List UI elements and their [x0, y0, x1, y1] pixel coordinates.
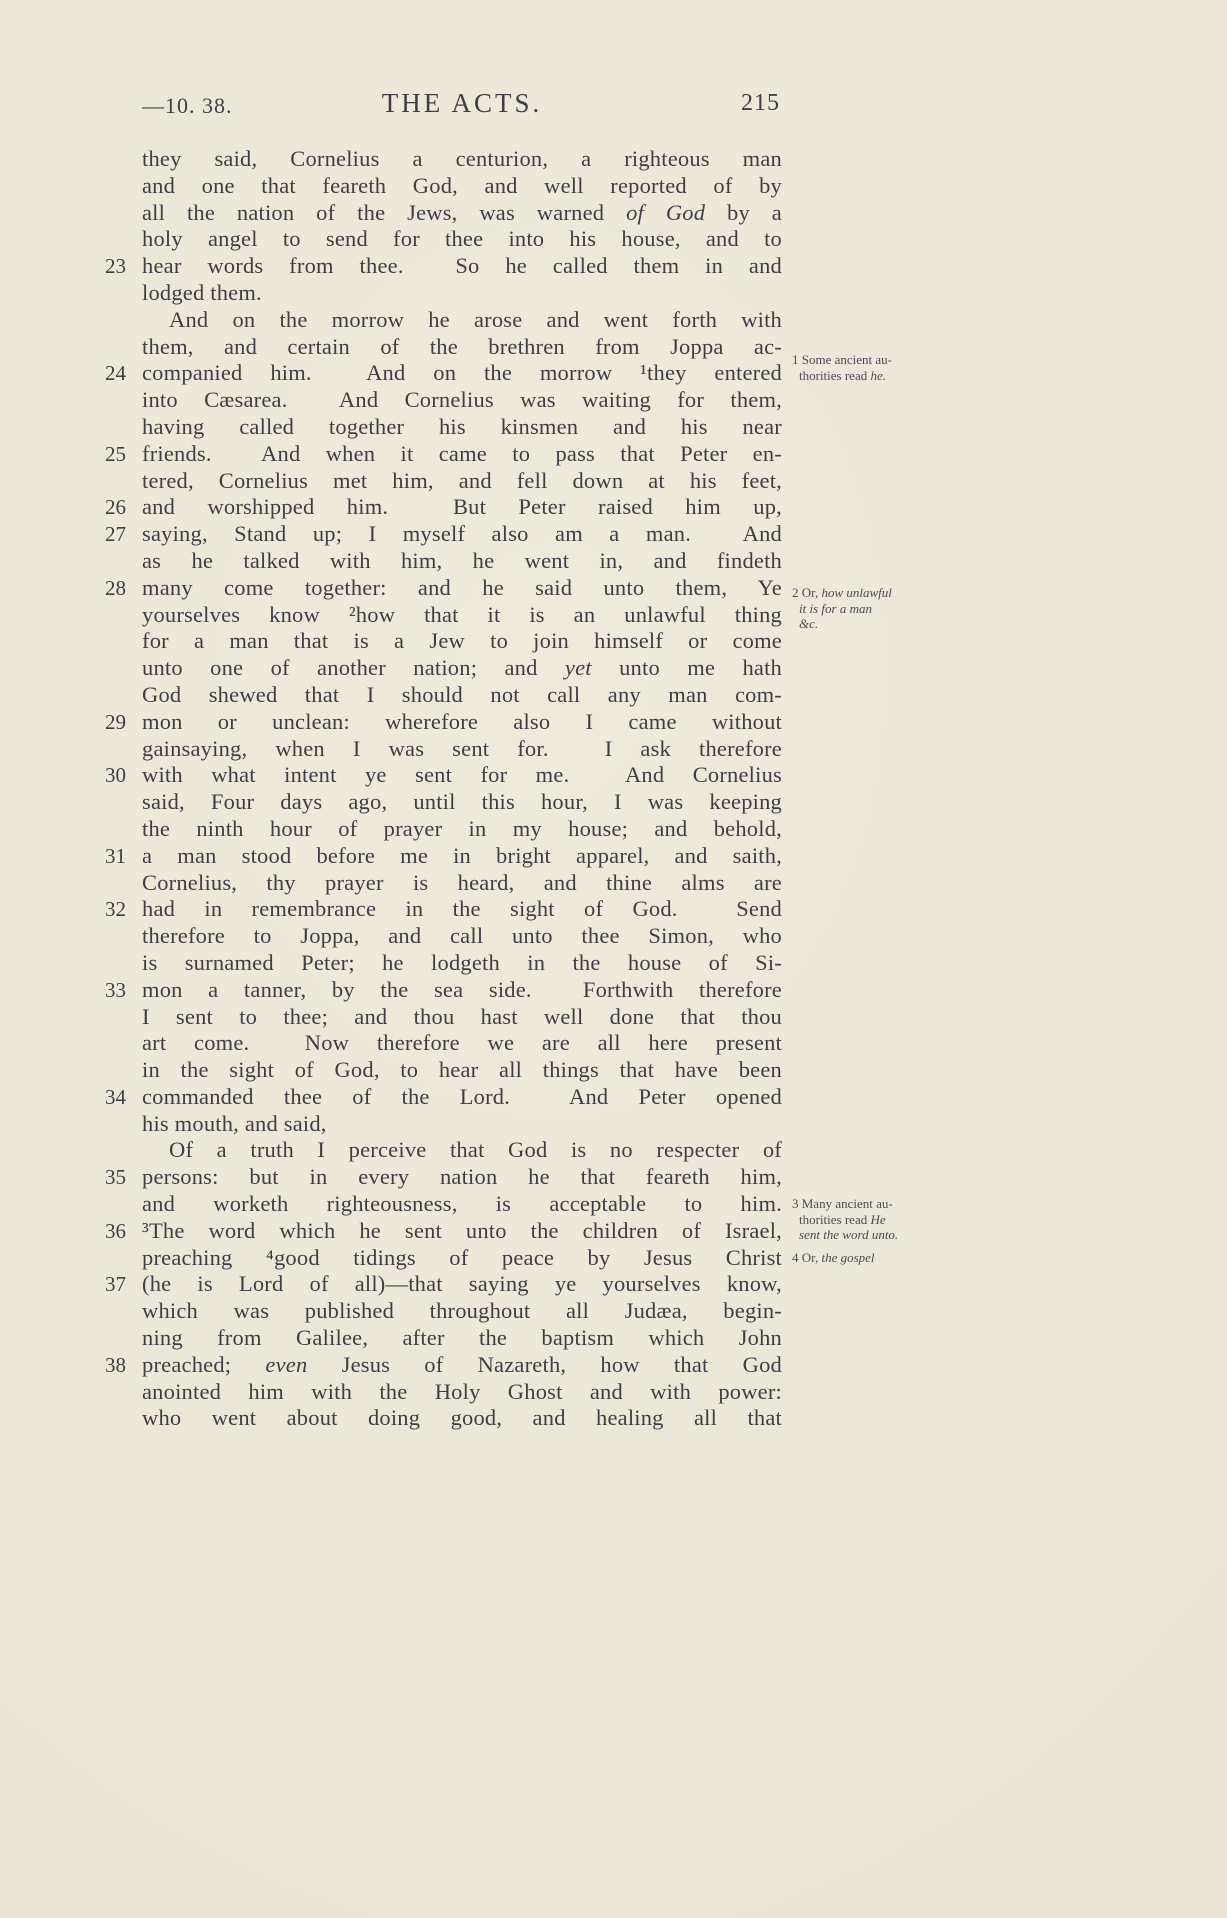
text-line: [142, 1030, 782, 1057]
text-line: [142, 923, 782, 950]
text-line: [142, 548, 782, 575]
line-text: ning from Galilee, after the baptism which John: [142, 1325, 782, 1351]
line-text: and worketh righteousness, is acceptable to him.: [142, 1191, 782, 1217]
margin-note: [792, 1196, 950, 1243]
verse-number: 38: [105, 1352, 126, 1377]
line-text: therefore to Joppa, and call unto thee Simon, who: [142, 923, 782, 949]
text-line: [105, 1083, 782, 1111]
line-text: and worshipped him. But Peter raised him up,: [142, 494, 782, 520]
text-line: [142, 1405, 782, 1432]
line-text: ³The word which he sent unto the children of Israel,: [142, 1217, 782, 1243]
text-line: [142, 307, 782, 334]
text-line: [142, 950, 782, 977]
margin-note-line: &c.: [799, 616, 819, 631]
verse-number: 34: [105, 1084, 126, 1109]
margin-note: [792, 352, 950, 383]
page-number: 215: [741, 90, 780, 116]
line-text: (he is Lord of all)—that saying ye yourselves know,: [142, 1271, 782, 1297]
verse-number: 35: [105, 1165, 126, 1190]
line-text: who went about doing good, and healing all that: [142, 1405, 782, 1431]
text-line: [142, 1379, 782, 1406]
line-text: Cornelius, thy prayer is heard, and thine alms are: [142, 869, 782, 895]
text-line: [142, 1057, 782, 1084]
line-text: preached; even Jesus of Nazareth, how that God: [142, 1351, 782, 1377]
text-line: [105, 1217, 782, 1245]
text-line: [142, 628, 782, 655]
margin-note-line: 1 Some ancient au-: [792, 352, 892, 367]
text-line: [105, 896, 782, 923]
verse-number: 26: [105, 495, 126, 520]
text-line: [105, 708, 782, 736]
text-line: [105, 440, 782, 468]
line-text: lodged them.: [142, 279, 262, 305]
text-line: [142, 280, 782, 307]
text-line: [142, 226, 782, 253]
margin-note: [792, 585, 950, 632]
verse-number: 28: [105, 575, 126, 600]
verse-number: 27: [105, 522, 126, 547]
running-head: [142, 88, 782, 124]
verse-number: 23: [105, 254, 126, 279]
text-line: [105, 521, 782, 548]
line-text: in the sight of God, to hear all things that have been: [142, 1057, 782, 1083]
line-text: gainsaying, when I was sent for. I ask therefore: [142, 735, 782, 761]
line-text: anointed him with the Holy Ghost and with power:: [142, 1378, 782, 1404]
text-line: [142, 655, 782, 682]
text-line: [105, 842, 782, 870]
line-text: which was published throughout all Judæa, begin-: [142, 1298, 782, 1324]
line-text: art come. Now therefore we are all here present: [142, 1030, 782, 1056]
text-line: [142, 1191, 782, 1218]
text-line: [142, 334, 782, 361]
text-line: [105, 360, 782, 387]
line-text: having called together his kinsmen and his near: [142, 413, 782, 439]
verse-number: 33: [105, 977, 126, 1002]
text-block: [105, 146, 782, 1432]
line-text: companied him. And on the morrow ¹they entered: [142, 360, 782, 386]
line-text: And on the morrow he arose and went forth with: [169, 306, 782, 332]
text-line: [142, 468, 782, 495]
verse-number: 32: [105, 897, 126, 922]
line-text: I sent to thee; and thou hast well done that thou: [142, 1003, 782, 1029]
line-text: Of a truth I perceive that God is no respecter of: [169, 1137, 782, 1163]
text-line: [142, 736, 782, 763]
text-line: [142, 1245, 782, 1272]
line-text: hear words from thee. So he called them in and: [142, 253, 782, 279]
verse-number: 25: [105, 441, 126, 466]
line-text: holy angel to send for thee into his house, and to: [142, 226, 782, 252]
margin-note-line: it is for a man: [799, 600, 872, 616]
text-line: [142, 682, 782, 709]
line-text: mon or unclean: wherefore also I came without: [142, 708, 782, 734]
line-text: is surnamed Peter; he lodgeth in the house of Si-: [142, 949, 782, 975]
text-line: [142, 146, 782, 173]
line-text: saying, Stand up; I myself also am a man. And: [142, 521, 782, 547]
verse-number: 29: [105, 709, 126, 734]
header-verse-ref: —10. 38.: [142, 93, 233, 118]
line-text: many come together: and he said unto them, Ye: [142, 574, 782, 600]
line-text: and one that feareth God, and well reported of by: [142, 172, 782, 198]
text-line: [105, 976, 782, 1004]
text-line: [105, 762, 782, 789]
verse-number: 31: [105, 843, 126, 868]
line-text: mon a tanner, by the sea side. Forthwith therefore: [142, 976, 782, 1002]
text-line: [142, 1298, 782, 1325]
line-text: into Cæsarea. And Cornelius was waiting for them,: [142, 387, 782, 413]
line-text: with what intent ye sent for me. And Cornelius: [142, 762, 782, 788]
line-text: yourselves know ²how that it is an unlawful thing: [142, 601, 782, 627]
line-text: persons: but in every nation he that feareth him,: [142, 1164, 782, 1190]
margin-note-line: thorities read he.: [799, 367, 887, 383]
verse-number: 37: [105, 1272, 126, 1297]
line-text: God shewed that I should not call any man com-: [142, 681, 782, 707]
text-line: [142, 173, 782, 200]
text-line: [105, 494, 782, 521]
line-text: had in remembrance in the sight of God. Send: [142, 896, 782, 922]
verse-number: 36: [105, 1218, 126, 1243]
line-text: his mouth, and said,: [142, 1110, 327, 1136]
text-line: [142, 387, 782, 414]
line-text: a man stood before me in bright apparel, and saith,: [142, 842, 782, 868]
line-text: friends. And when it came to pass that Peter en-: [142, 440, 782, 466]
verse-number: 24: [105, 361, 126, 386]
text-line: [105, 1164, 782, 1191]
margin-note-line: 4 Or, the gospel: [792, 1250, 875, 1265]
text-line: [105, 253, 782, 280]
margin-note-line: 3 Many ancient au-: [792, 1196, 893, 1211]
line-text: preaching ⁴good tidings of peace by Jesus Christ: [142, 1244, 782, 1270]
text-line: [142, 870, 782, 897]
text-line: [105, 574, 782, 602]
line-text: commanded thee of the Lord. And Peter opened: [142, 1083, 782, 1109]
text-line: [142, 789, 782, 816]
text-line: [142, 1137, 782, 1164]
text-line: [142, 1325, 782, 1352]
line-text: all the nation of the Jews, was warned of God by a: [142, 199, 782, 225]
line-text: said, Four days ago, until this hour, I was keeping: [142, 789, 782, 815]
line-text: for a man that is a Jew to join himself or come: [142, 628, 782, 654]
text-line: [142, 1111, 782, 1138]
line-text: tered, Cornelius met him, and fell down at his feet,: [142, 467, 782, 493]
margin-note-line: sent the word unto.: [799, 1227, 899, 1242]
margin-note-line: thorities read He: [799, 1211, 886, 1227]
text-line: [105, 1271, 782, 1298]
text-line: [142, 200, 782, 227]
page-title: THE ACTS.: [381, 88, 543, 118]
line-text: them, and certain of the brethren from Joppa ac-: [142, 333, 782, 359]
margin-note: [792, 1250, 950, 1266]
line-text: as he talked with him, he went in, and findeth: [142, 547, 782, 573]
line-text: they said, Cornelius a centurion, a righteous man: [142, 146, 782, 171]
line-text: unto one of another nation; and yet unto me hath: [142, 655, 782, 681]
verse-number: 30: [105, 763, 126, 788]
text-line: [142, 414, 782, 441]
text-line: [105, 1351, 782, 1379]
margin-note-line: 2 Or, how unlawful: [792, 585, 892, 600]
line-text: the ninth hour of prayer in my house; and behold,: [142, 815, 782, 841]
text-line: [142, 1004, 782, 1031]
text-line: [142, 602, 782, 629]
text-line: [142, 816, 782, 843]
